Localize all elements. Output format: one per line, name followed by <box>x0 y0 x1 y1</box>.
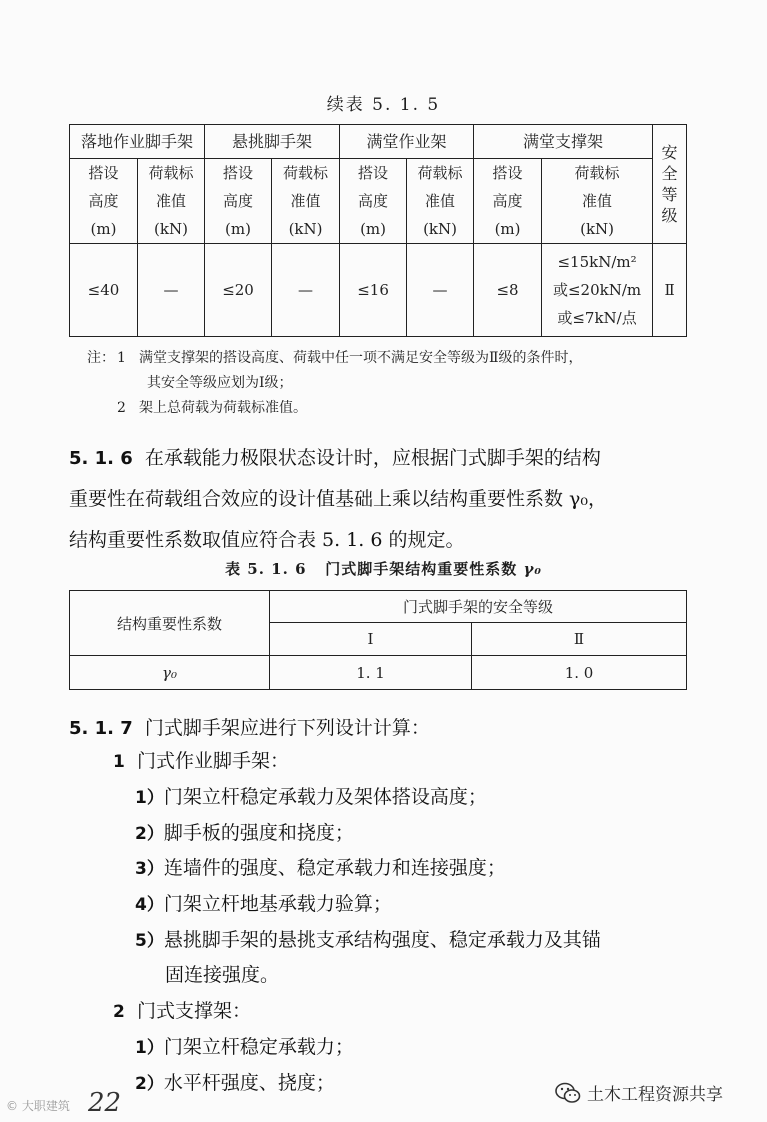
watermark-right-text: 土木工程资源共享 <box>587 1085 723 1105</box>
header-full-support-frame: 满堂支撑架 <box>474 125 653 159</box>
header-safety-grade-group: 门式脚手架的安全等级 <box>270 591 687 623</box>
subheader-load: 荷载标 准值 (kN) <box>272 159 340 244</box>
note-2-text: 架上总荷载为荷载标准值。 <box>139 400 307 416</box>
item-1-5-continuation: 固连接强度。 <box>165 964 280 986</box>
cell-value-grade-1: 1. 1 <box>270 656 472 690</box>
watermark-right <box>555 1080 723 1105</box>
header-cantilever-scaffold: 悬挑脚手架 <box>205 125 340 159</box>
clause-text: 门式脚手架应进行下列设计计算： <box>144 717 430 739</box>
cell-height-floor: ≤40 <box>70 244 138 337</box>
subheader-load: 荷载标 准值 (kN) <box>138 159 205 244</box>
note-1-text: 满堂支撑架的搭设高度、荷载中任一项不满足安全等级为Ⅱ级的条件时， <box>139 350 583 366</box>
cell-height-work-frame: ≤16 <box>340 244 407 337</box>
subheader-load: 荷载标 准值 (kN) <box>407 159 474 244</box>
table-5-1-5-continued <box>69 124 687 337</box>
table-5-1-6-caption: 表 5. 1. 6 门式脚手架结构重要性系数 γ₀ <box>225 560 542 578</box>
header-grade-1: Ⅰ <box>270 623 472 656</box>
table-caption-continued: 续表 5. 1. 5 <box>326 95 441 115</box>
clause-number: 5. 1. 6 <box>69 448 133 469</box>
item-1-5: 5）悬挑脚手架的悬挑支承结构强度、稳定承载力及其锚 <box>135 929 601 951</box>
cell-load-work-frame: — <box>407 244 474 337</box>
page-number: 22 <box>88 1088 122 1118</box>
header-coefficient: 结构重要性系数 <box>70 591 270 656</box>
item-1-3: 3）连墙件的强度、稳定承载力和连接强度； <box>135 857 506 879</box>
item-1-4: 4）门架立杆地基承载力验算； <box>135 893 392 915</box>
notes-label: 注： <box>87 350 115 366</box>
subheader-load: 荷载标 准值 (kN) <box>542 159 653 244</box>
wechat-icon <box>555 1082 581 1104</box>
cell-load-cantilever: — <box>272 244 340 337</box>
item-2-2: 2）水平杆强度、挠度； <box>135 1072 335 1094</box>
item-2: 2 门式支撑架： <box>113 1000 251 1022</box>
cell-value-grade-2: 1. 0 <box>472 656 687 690</box>
cell-safety-grade: Ⅱ <box>653 244 687 337</box>
note-1-number: 1 <box>117 350 126 366</box>
note-2-number: 2 <box>117 400 126 416</box>
clause-text-line1: 在承载能力极限状态设计时，应根据门式脚手架的结构 <box>144 447 601 469</box>
header-grade-2: Ⅱ <box>472 623 687 656</box>
note-1-continuation: 其安全等级应划为Ⅰ级； <box>147 375 293 391</box>
item-1-1: 1）门架立杆稳定承载力及架体搭设高度； <box>135 786 487 808</box>
watermark-left: © 大职建筑 <box>6 1099 70 1113</box>
subheader-height: 搭设 高度 (m) <box>474 159 542 244</box>
header-full-work-frame: 满堂作业架 <box>340 125 474 159</box>
watermark-c-icon: © <box>6 1099 18 1113</box>
item-1-2: 2）脚手板的强度和挠度； <box>135 822 354 844</box>
table-5-1-6 <box>69 590 687 690</box>
subheader-height: 搭设 高度 (m) <box>70 159 138 244</box>
header-floor-scaffold: 落地作业脚手架 <box>70 125 205 159</box>
item-1: 1 门式作业脚手架： <box>113 750 289 772</box>
cell-symbol: γ₀ <box>70 656 270 690</box>
header-safety-grade: 安 全 等 级 <box>653 125 687 244</box>
cell-load-support-frame: ≤15kN/m² 或≤20kN/m 或≤7kN/点 <box>542 244 653 337</box>
item-2-1: 1）门架立杆稳定承载力； <box>135 1036 354 1058</box>
clause-number: 5. 1. 7 <box>69 718 133 739</box>
subheader-height: 搭设 高度 (m) <box>340 159 407 244</box>
cell-height-cantilever: ≤20 <box>205 244 272 337</box>
clause-5-1-6 <box>69 438 689 561</box>
cell-height-support-frame: ≤8 <box>474 244 542 337</box>
clause-text-line3: 结构重要性系数取值应符合表 5. 1. 6 的规定。 <box>69 529 465 551</box>
cell-load-floor: — <box>138 244 205 337</box>
subheader-height: 搭设 高度 (m) <box>205 159 272 244</box>
clause-text-line2: 重要性在荷载组合效应的设计值基础上乘以结构重要性系数 γ₀， <box>69 488 608 510</box>
table-notes <box>87 346 583 421</box>
